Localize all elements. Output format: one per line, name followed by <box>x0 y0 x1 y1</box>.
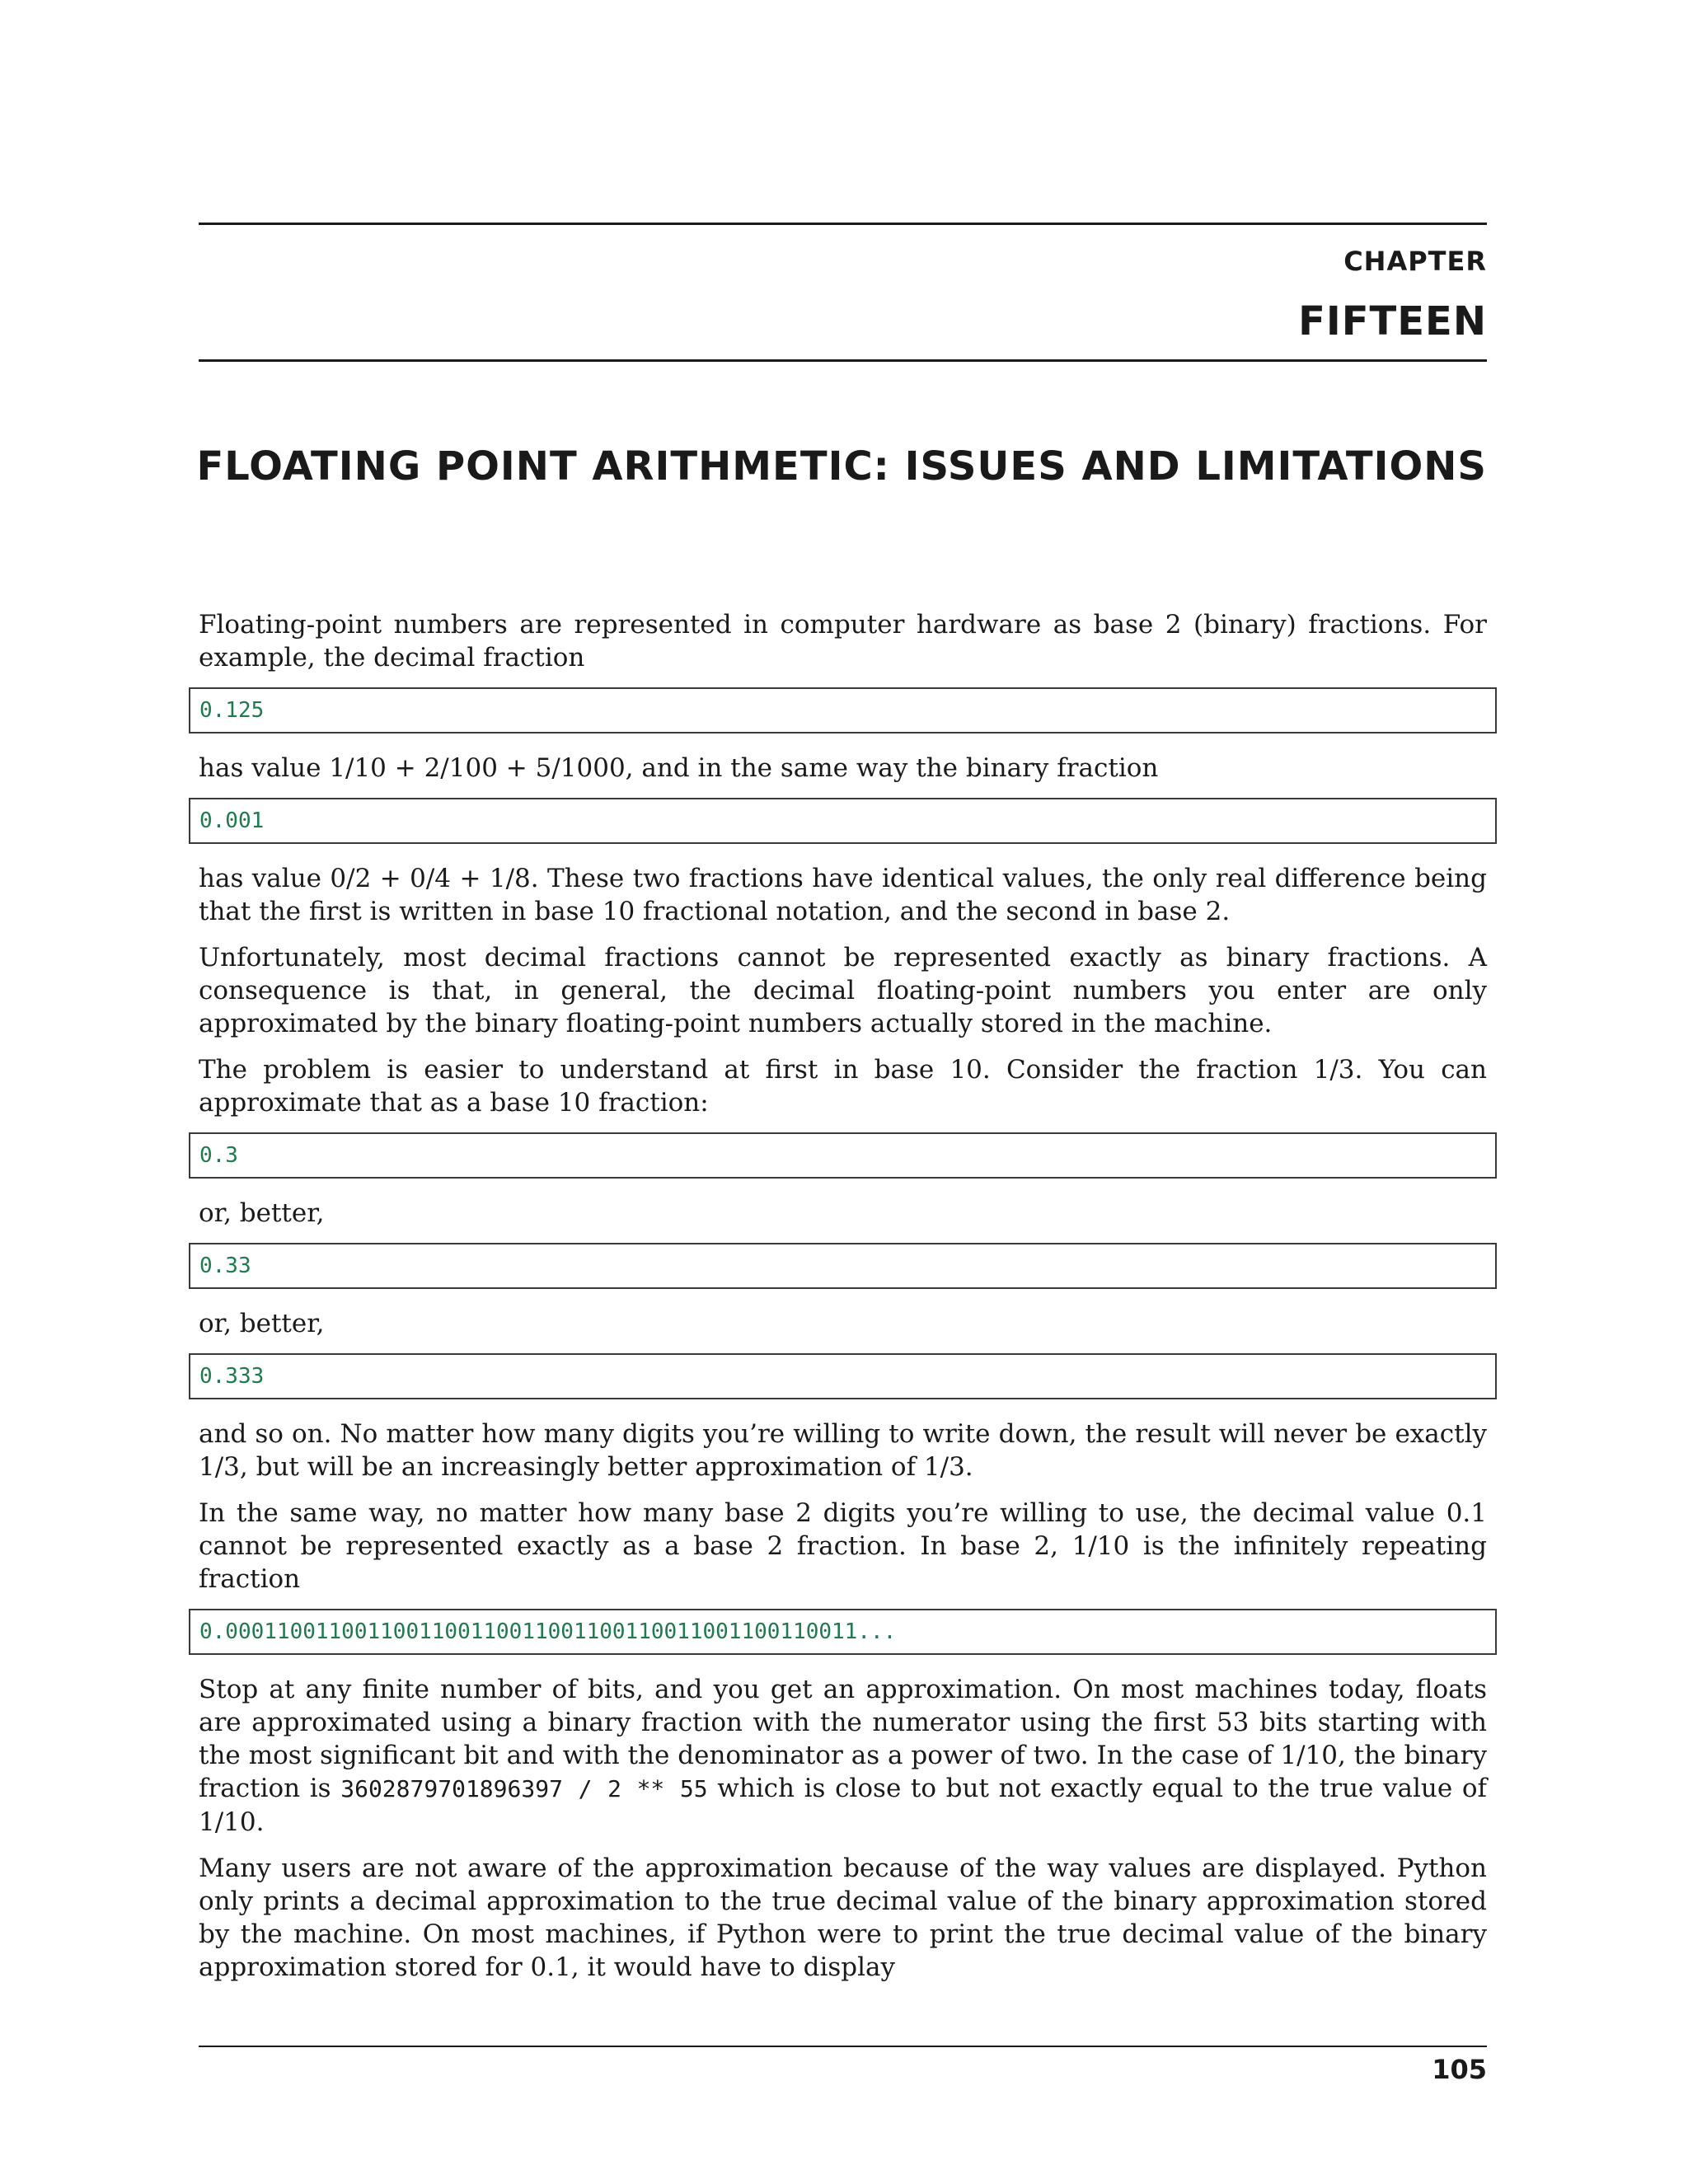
page-number: 105 <box>1432 2054 1487 2085</box>
paragraph-5: The problem is easier to understand at first in base 10. Consider the fraction 1/3. You can approximate that as a base 10 fraction: <box>199 1055 1487 1118</box>
paragraph-6: or, better, <box>199 1198 325 1228</box>
code-text: 0.3 <box>199 1143 238 1168</box>
code-block-3 <box>189 1132 1497 1179</box>
code-text: 0.33 <box>199 1254 251 1278</box>
footer-rule <box>199 2046 1487 2047</box>
paragraph-4: Unfortunately, most decimal fractions cannot be represented exactly as binary fractions. A consequence is that, in general, the decimal floating-point numbers you enter are only approximated by the binary floating-point numbers actually stored in the machine. <box>199 943 1487 1038</box>
paragraph-8: and so on. No matter how many digits you’re willing to write down, the result will never be exactly 1/3, but will be an increasingly better approximation of 1/3. <box>199 1419 1487 1482</box>
chapter-bottom-rule <box>199 359 1487 362</box>
code-block-2 <box>189 798 1497 844</box>
paragraph-9: In the same way, no matter how many base 2 digits you’re willing to use, the decimal value 0.1 cannot be represented exactly as a base 2 fraction. In base 2, 1/10 is the infinitely repeating fraction <box>199 1498 1487 1594</box>
code-text: 0.0001100110011001100110011001100110011001100110011... <box>199 1619 897 1644</box>
chapter-title: FLOATING POINT ARITHMETIC: ISSUES AND LIMITATIONS <box>196 443 1487 490</box>
inline-code: 3602879701896397 / 2 ** 55 <box>340 1775 708 1802</box>
paragraph-10 <box>199 1673 1487 1839</box>
chapter-top-rule <box>199 223 1487 225</box>
paragraph-11: Many users are not aware of the approximation because of the way values are displayed. Python only prints a decimal approximation to the true decimal value of the binary approximation stored by the machine. On most machines, if Python were to print the true decimal value of the binary approximation stored for 0.1, it would have to display <box>199 1854 1487 1982</box>
code-text: 0.001 <box>199 808 265 833</box>
paragraph-7: or, better, <box>199 1309 325 1338</box>
paragraph-10-text-a: Stop at any finite number of bits, and you get an approximation. On most machines today, floats are approximated using a binary fraction with the numerator using the first 53 bits starting with the most significant bit and with the denominator as a power of two. In the case of 1/10, the binary fraction is <box>199 1675 1487 1803</box>
code-block-1 <box>189 687 1497 733</box>
chapter-label: CHAPTER <box>1343 246 1487 277</box>
code-block-5 <box>189 1353 1497 1399</box>
paragraph-3: has value 0/2 + 0/4 + 1/8. These two fractions have identical values, the only real difference being that the first is written in base 10 fractional notation, and the second in base 2. <box>199 864 1487 926</box>
paragraph-10-text-b: which is close to but not exactly equal to the true value of 1/10. <box>199 1774 1488 1837</box>
paragraph-2: has value 1/10 + 2/100 + 5/1000, and in the same way the binary fraction <box>199 753 1159 783</box>
code-text: 0.125 <box>199 698 265 723</box>
chapter-number: FIFTEEN <box>1298 298 1487 344</box>
code-text: 0.333 <box>199 1364 265 1389</box>
code-block-6 <box>189 1609 1497 1655</box>
paragraph-1: Floating-point numbers are represented in computer hardware as base 2 (binary) fractions. For example, the decimal fraction <box>199 610 1487 673</box>
code-block-4 <box>189 1243 1497 1289</box>
chapter-body <box>199 608 1487 1997</box>
